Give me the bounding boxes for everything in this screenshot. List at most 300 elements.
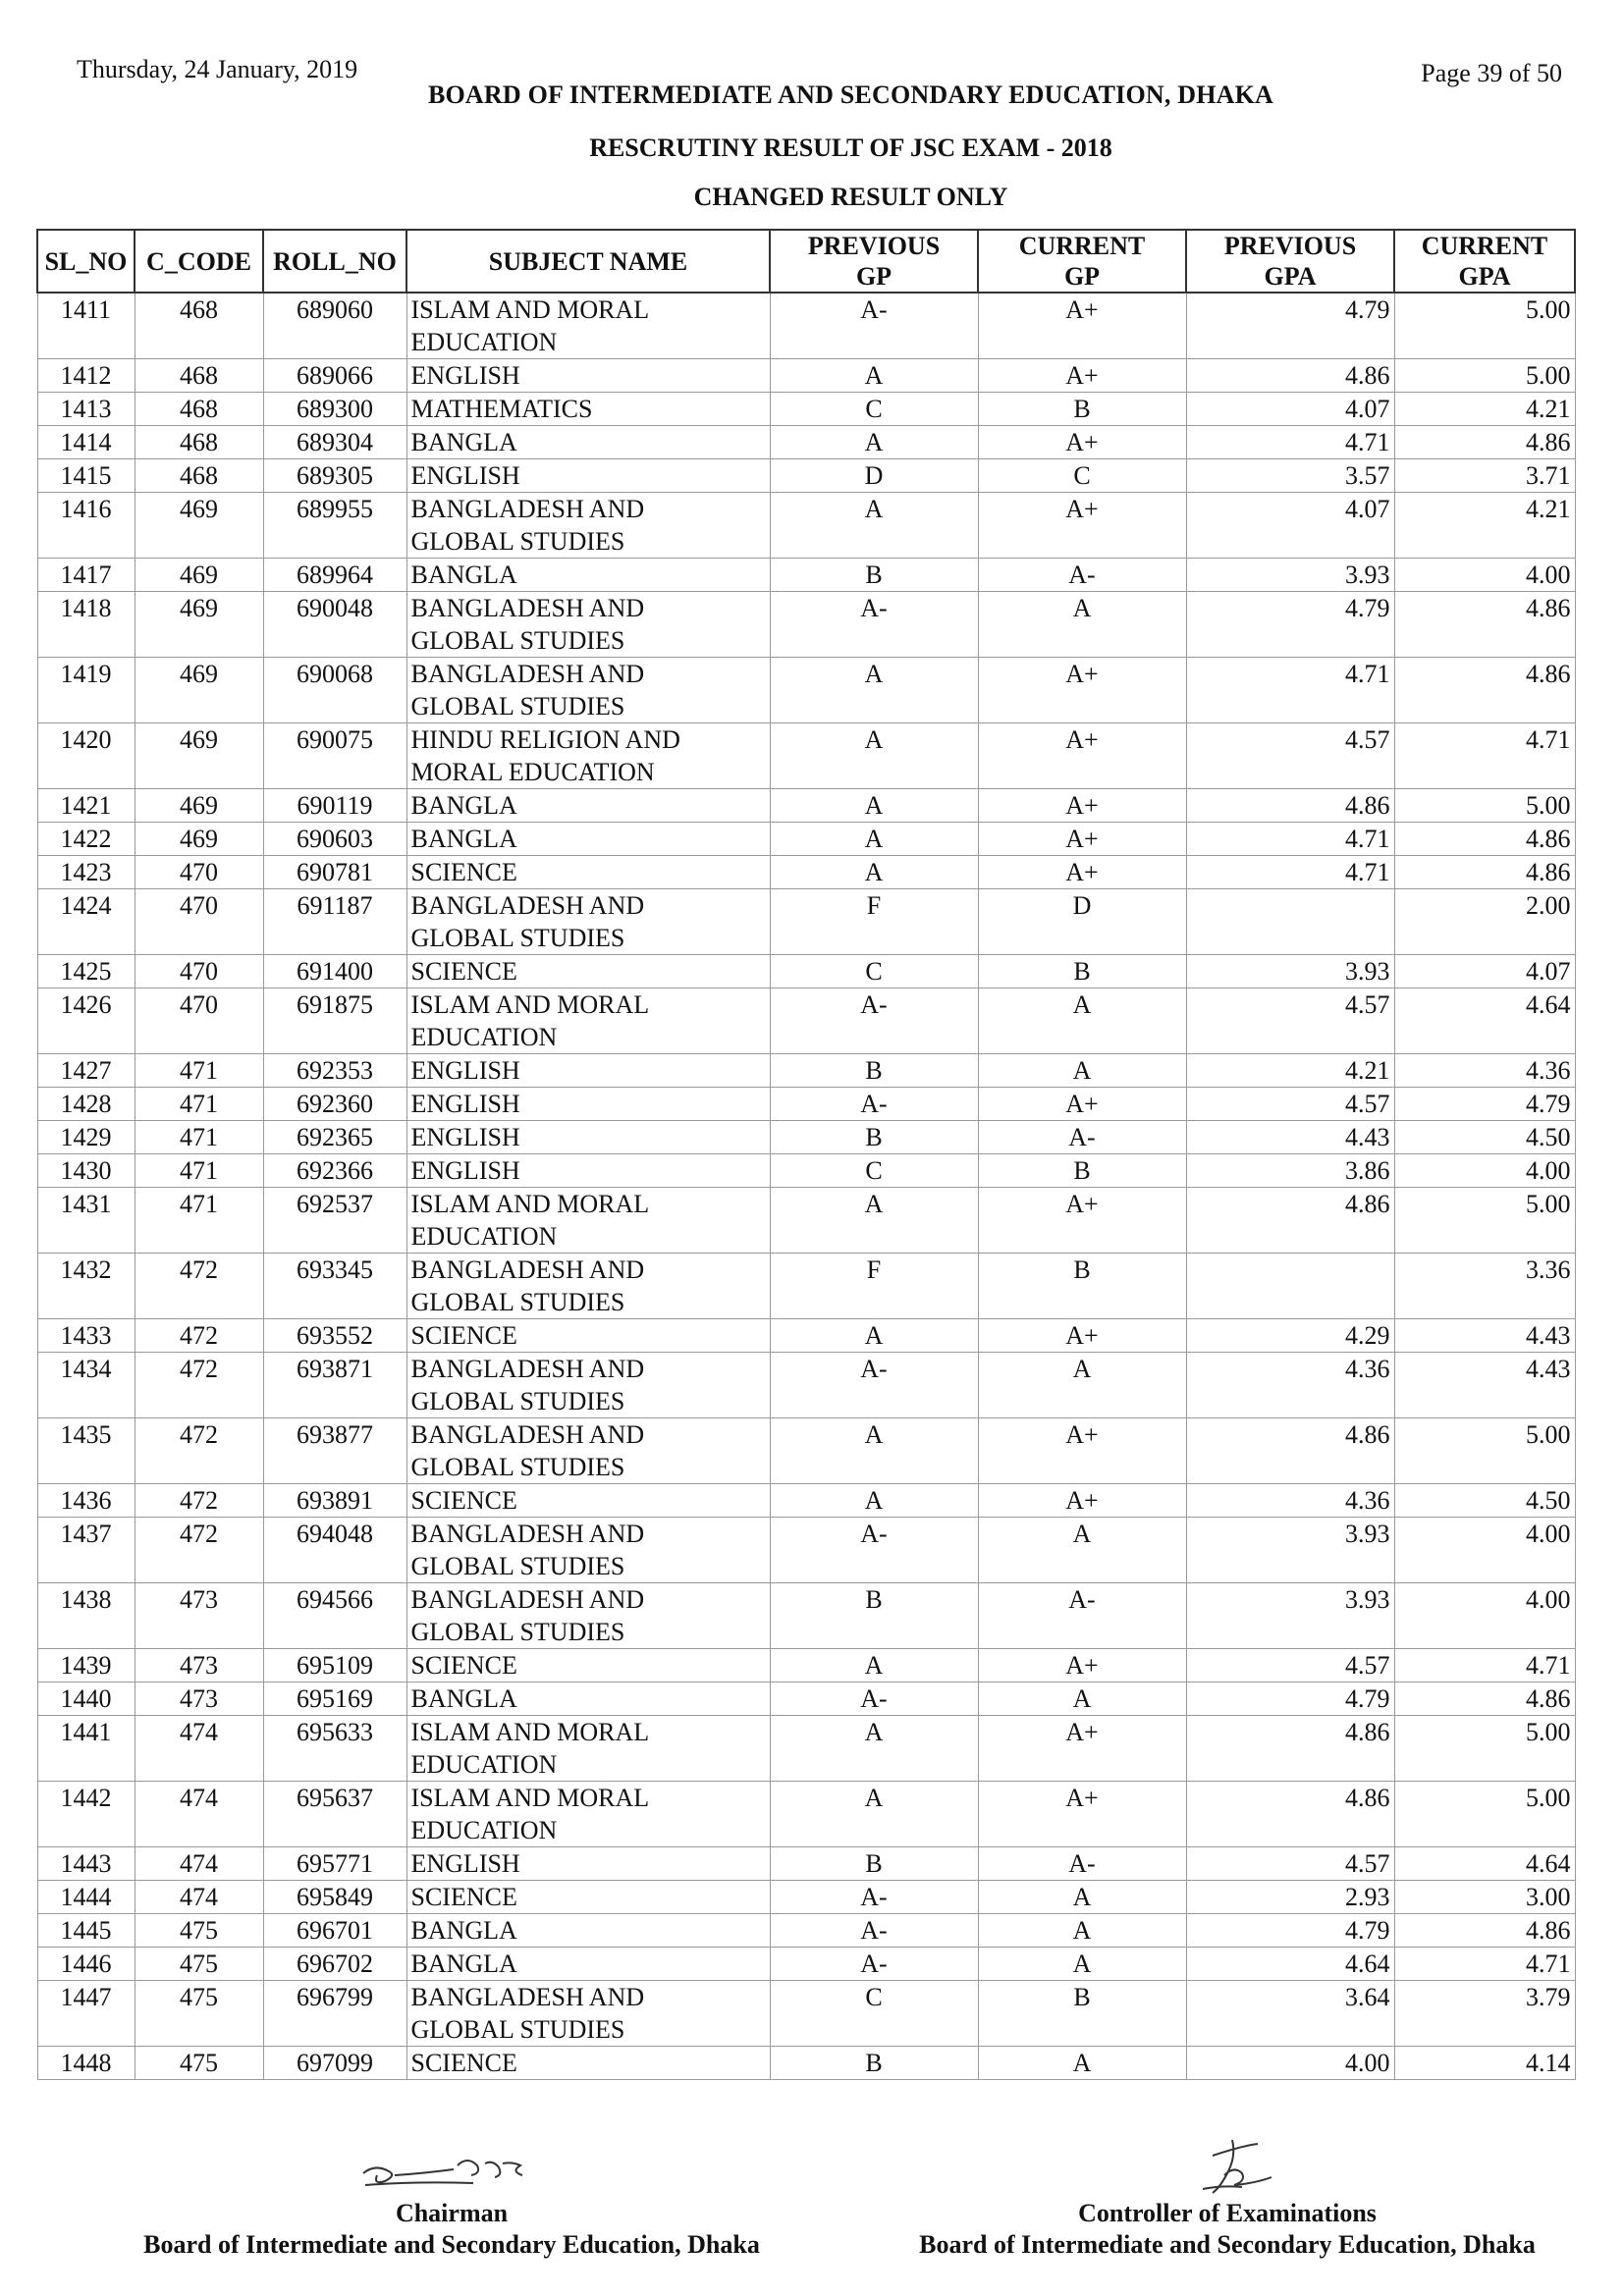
cell-sl-no: 1441 [37, 1716, 135, 1782]
cell-current-gpa: 4.50 [1394, 1121, 1575, 1154]
cell-roll-no: 695169 [263, 1682, 406, 1716]
cell-subject: SCIENCE [406, 1319, 770, 1353]
cell-sl-no: 1433 [37, 1319, 135, 1353]
cell-subject: BANGLA [406, 1682, 770, 1716]
cell-sl-no: 1443 [37, 1847, 135, 1881]
cell-sl-no: 1414 [37, 426, 135, 459]
cell-current-gpa: 4.86 [1394, 856, 1575, 889]
cell-previous-gp: A- [770, 1682, 978, 1716]
cell-c-code: 470 [135, 889, 263, 955]
cell-current-gpa: 3.36 [1394, 1254, 1575, 1319]
cell-current-gpa: 4.86 [1394, 823, 1575, 856]
cell-sl-no: 1434 [37, 1353, 135, 1418]
cell-c-code: 472 [135, 1518, 263, 1583]
cell-sl-no: 1421 [37, 789, 135, 823]
cell-sl-no: 1415 [37, 459, 135, 493]
cell-current-gp: A [978, 1948, 1186, 1981]
cell-subject: SCIENCE [406, 1649, 770, 1682]
cell-sl-no: 1424 [37, 889, 135, 955]
cell-sl-no: 1427 [37, 1054, 135, 1088]
cell-previous-gpa: 4.57 [1186, 988, 1394, 1054]
cell-current-gpa: 4.07 [1394, 955, 1575, 988]
cell-c-code: 469 [135, 789, 263, 823]
print-date: Thursday, 24 January, 2019 [77, 55, 358, 83]
cell-previous-gpa: 4.07 [1186, 493, 1394, 559]
cell-previous-gp: A- [770, 1353, 978, 1418]
table-row [37, 1518, 1575, 1583]
cell-previous-gpa: 4.00 [1186, 2047, 1394, 2080]
cell-roll-no: 689060 [263, 293, 406, 359]
board-title: BOARD OF INTERMEDIATE AND SECONDARY EDUCATION, DHAKA [427, 80, 1274, 109]
cell-roll-no: 693871 [263, 1353, 406, 1418]
cell-previous-gp: A [770, 1716, 978, 1782]
cell-c-code: 475 [135, 1981, 263, 2047]
table-row [37, 393, 1575, 426]
cell-c-code: 468 [135, 359, 263, 393]
cell-current-gpa: 4.00 [1394, 1154, 1575, 1188]
cell-sl-no: 1440 [37, 1682, 135, 1716]
cell-roll-no: 697099 [263, 2047, 406, 2080]
cell-subject: BANGLA [406, 559, 770, 592]
cell-previous-gp: A [770, 493, 978, 559]
cell-roll-no: 692353 [263, 1054, 406, 1088]
cell-current-gpa: 4.86 [1394, 1914, 1575, 1948]
cell-previous-gp: B [770, 2047, 978, 2080]
table-row [37, 1088, 1575, 1121]
cell-current-gp: A+ [978, 426, 1186, 459]
cell-subject: BANGLA [406, 426, 770, 459]
cell-previous-gp: A- [770, 1088, 978, 1121]
table-row [37, 493, 1575, 559]
cell-c-code: 472 [135, 1319, 263, 1353]
cell-current-gpa: 4.00 [1394, 1518, 1575, 1583]
cell-current-gp: A [978, 1881, 1186, 1914]
cell-previous-gp: A- [770, 988, 978, 1054]
cell-current-gpa: 4.64 [1394, 1847, 1575, 1881]
cell-roll-no: 690068 [263, 658, 406, 723]
cell-roll-no: 690603 [263, 823, 406, 856]
cell-subject: ISLAM AND MORAL EDUCATION [406, 988, 770, 1054]
table-row [37, 988, 1575, 1054]
cell-current-gp: A+ [978, 723, 1186, 789]
cell-c-code: 474 [135, 1782, 263, 1847]
cell-previous-gp: A [770, 1319, 978, 1353]
cell-previous-gpa [1186, 1254, 1394, 1319]
cell-c-code: 475 [135, 2047, 263, 2080]
cell-sl-no: 1438 [37, 1583, 135, 1649]
col-subject-name: SUBJECT NAME [406, 230, 770, 293]
controller-org: Board of Intermediate and Secondary Education, Dhaka [919, 2230, 1536, 2259]
cell-previous-gp: A [770, 789, 978, 823]
cell-roll-no: 689305 [263, 459, 406, 493]
cell-subject: BANGLADESH AND GLOBAL STUDIES [406, 1518, 770, 1583]
cell-c-code: 469 [135, 493, 263, 559]
cell-subject: ENGLISH [406, 459, 770, 493]
cell-current-gp: A- [978, 1583, 1186, 1649]
cell-previous-gpa: 3.93 [1186, 955, 1394, 988]
cell-subject: BANGLADESH AND GLOBAL STUDIES [406, 1981, 770, 2047]
table-row [37, 856, 1575, 889]
cell-current-gp: A+ [978, 658, 1186, 723]
exam-title: RESCRUTINY RESULT OF JSC EXAM - 2018 [589, 133, 1112, 162]
cell-roll-no: 693877 [263, 1418, 406, 1484]
cell-current-gpa: 4.43 [1394, 1319, 1575, 1353]
col-current-gpa: CURRENT GPA [1394, 230, 1575, 293]
cell-c-code: 473 [135, 1583, 263, 1649]
table-row [37, 658, 1575, 723]
table-row [37, 1981, 1575, 2047]
cell-current-gpa: 5.00 [1394, 789, 1575, 823]
cell-roll-no: 690781 [263, 856, 406, 889]
cell-previous-gpa: 3.86 [1186, 1154, 1394, 1188]
cell-previous-gp: B [770, 1121, 978, 1154]
cell-c-code: 474 [135, 1847, 263, 1881]
cell-subject: BANGLA [406, 1948, 770, 1981]
cell-subject: ENGLISH [406, 1054, 770, 1088]
cell-previous-gpa: 4.29 [1186, 1319, 1394, 1353]
col-previous-gpa: PREVIOUS GPA [1186, 230, 1394, 293]
controller-signature [1173, 2136, 1281, 2197]
cell-current-gp: D [978, 889, 1186, 955]
cell-previous-gpa: 4.79 [1186, 1914, 1394, 1948]
chairman-signature [355, 2146, 552, 2195]
table-row [37, 1716, 1575, 1782]
cell-sl-no: 1435 [37, 1418, 135, 1484]
col-sl-no: SL_NO [37, 230, 135, 293]
cell-previous-gp: A [770, 359, 978, 393]
cell-c-code: 473 [135, 1649, 263, 1682]
cell-sl-no: 1445 [37, 1914, 135, 1948]
table-row [37, 592, 1575, 658]
cell-subject: BANGLADESH AND GLOBAL STUDIES [406, 1583, 770, 1649]
cell-c-code: 475 [135, 1914, 263, 1948]
cell-previous-gp: B [770, 1583, 978, 1649]
cell-previous-gp: A [770, 823, 978, 856]
cell-sl-no: 1436 [37, 1484, 135, 1518]
cell-sl-no: 1423 [37, 856, 135, 889]
cell-sl-no: 1418 [37, 592, 135, 658]
col-roll-no: ROLL_NO [263, 230, 406, 293]
cell-sl-no: 1412 [37, 359, 135, 393]
cell-current-gpa: 4.00 [1394, 559, 1575, 592]
cell-current-gp: A+ [978, 1418, 1186, 1484]
cell-current-gp: A+ [978, 823, 1186, 856]
cell-roll-no: 692366 [263, 1154, 406, 1188]
table-row [37, 359, 1575, 393]
cell-subject: ENGLISH [406, 1847, 770, 1881]
cell-current-gp: A+ [978, 1484, 1186, 1518]
cell-current-gpa: 5.00 [1394, 1716, 1575, 1782]
cell-previous-gpa: 4.36 [1186, 1484, 1394, 1518]
cell-current-gpa: 4.86 [1394, 658, 1575, 723]
cell-subject: ENGLISH [406, 1121, 770, 1154]
cell-c-code: 472 [135, 1418, 263, 1484]
cell-sl-no: 1428 [37, 1088, 135, 1121]
cell-current-gp: A- [978, 559, 1186, 592]
cell-c-code: 468 [135, 426, 263, 459]
cell-subject: BANGLADESH AND GLOBAL STUDIES [406, 1254, 770, 1319]
cell-current-gpa: 3.71 [1394, 459, 1575, 493]
cell-previous-gp: A [770, 1649, 978, 1682]
table-header-row [37, 230, 1575, 293]
cell-current-gp: A+ [978, 493, 1186, 559]
cell-roll-no: 691875 [263, 988, 406, 1054]
cell-previous-gp: A [770, 1188, 978, 1254]
cell-previous-gpa: 4.57 [1186, 1088, 1394, 1121]
table-row [37, 1649, 1575, 1682]
cell-previous-gpa: 4.71 [1186, 856, 1394, 889]
cell-c-code: 471 [135, 1121, 263, 1154]
cell-subject: BANGLADESH AND GLOBAL STUDIES [406, 889, 770, 955]
cell-subject: BANGLA [406, 1914, 770, 1948]
cell-roll-no: 694566 [263, 1583, 406, 1649]
cell-previous-gpa: 3.64 [1186, 1981, 1394, 2047]
cell-previous-gp: D [770, 459, 978, 493]
cell-previous-gpa: 4.71 [1186, 823, 1394, 856]
cell-current-gpa: 5.00 [1394, 1782, 1575, 1847]
table-row [37, 1847, 1575, 1881]
cell-subject: ISLAM AND MORAL EDUCATION [406, 1782, 770, 1847]
cell-subject: BANGLADESH AND GLOBAL STUDIES [406, 592, 770, 658]
table-row [37, 1914, 1575, 1948]
table-row [37, 1054, 1575, 1088]
cell-previous-gpa: 3.93 [1186, 1583, 1394, 1649]
cell-previous-gp: A [770, 426, 978, 459]
cell-current-gpa: 4.71 [1394, 1649, 1575, 1682]
cell-previous-gp: C [770, 393, 978, 426]
cell-c-code: 471 [135, 1088, 263, 1121]
cell-previous-gp: B [770, 1054, 978, 1088]
cell-current-gp: A [978, 2047, 1186, 2080]
cell-subject: ENGLISH [406, 1154, 770, 1188]
cell-current-gp: A [978, 988, 1186, 1054]
cell-c-code: 469 [135, 723, 263, 789]
cell-c-code: 474 [135, 1716, 263, 1782]
col-current-gp: CURRENT GP [978, 230, 1186, 293]
cell-roll-no: 692537 [263, 1188, 406, 1254]
table-row [37, 1319, 1575, 1353]
chairman-title: Chairman [395, 2199, 509, 2227]
cell-sl-no: 1416 [37, 493, 135, 559]
cell-subject: SCIENCE [406, 856, 770, 889]
cell-c-code: 473 [135, 1682, 263, 1716]
table-row [37, 1121, 1575, 1154]
cell-roll-no: 689300 [263, 393, 406, 426]
cell-previous-gpa: 3.93 [1186, 1518, 1394, 1583]
cell-previous-gpa: 4.57 [1186, 1649, 1394, 1682]
table-row [37, 2047, 1575, 2080]
cell-current-gp: A+ [978, 1649, 1186, 1682]
cell-current-gpa: 4.50 [1394, 1484, 1575, 1518]
cell-sl-no: 1446 [37, 1948, 135, 1981]
cell-current-gp: B [978, 1254, 1186, 1319]
cell-previous-gpa: 4.57 [1186, 1847, 1394, 1881]
cell-sl-no: 1444 [37, 1881, 135, 1914]
cell-c-code: 470 [135, 955, 263, 988]
table-row [37, 1682, 1575, 1716]
cell-subject: BANGLADESH AND GLOBAL STUDIES [406, 493, 770, 559]
cell-previous-gpa: 4.86 [1186, 1716, 1394, 1782]
cell-current-gp: A [978, 592, 1186, 658]
cell-current-gpa: 5.00 [1394, 293, 1575, 359]
cell-previous-gpa: 4.79 [1186, 293, 1394, 359]
cell-current-gp: A+ [978, 1188, 1186, 1254]
cell-current-gpa: 4.36 [1394, 1054, 1575, 1088]
cell-current-gp: A [978, 1914, 1186, 1948]
cell-previous-gp: A [770, 723, 978, 789]
table-row [37, 459, 1575, 493]
cell-roll-no: 690119 [263, 789, 406, 823]
cell-previous-gpa: 3.93 [1186, 559, 1394, 592]
cell-current-gpa: 2.00 [1394, 889, 1575, 955]
cell-roll-no: 696701 [263, 1914, 406, 1948]
cell-roll-no: 689955 [263, 493, 406, 559]
cell-current-gpa: 4.14 [1394, 2047, 1575, 2080]
cell-previous-gpa: 4.64 [1186, 1948, 1394, 1981]
cell-subject: ENGLISH [406, 1088, 770, 1121]
cell-c-code: 468 [135, 293, 263, 359]
controller-title: Controller of Examinations [1078, 2199, 1377, 2227]
cell-previous-gpa: 3.57 [1186, 459, 1394, 493]
cell-current-gpa: 4.00 [1394, 1583, 1575, 1649]
cell-current-gp: B [978, 393, 1186, 426]
cell-c-code: 471 [135, 1054, 263, 1088]
table-row [37, 823, 1575, 856]
cell-previous-gp: C [770, 1981, 978, 2047]
cell-previous-gp: A [770, 1484, 978, 1518]
cell-sl-no: 1422 [37, 823, 135, 856]
cell-previous-gp: F [770, 1254, 978, 1319]
cell-previous-gp: A [770, 1418, 978, 1484]
cell-subject: BANGLA [406, 789, 770, 823]
cell-current-gpa: 4.86 [1394, 592, 1575, 658]
cell-sl-no: 1442 [37, 1782, 135, 1847]
table-row [37, 1881, 1575, 1914]
cell-current-gp: A+ [978, 293, 1186, 359]
chairman-org: Board of Intermediate and Secondary Education, Dhaka [143, 2230, 760, 2259]
cell-sl-no: 1437 [37, 1518, 135, 1583]
cell-roll-no: 696799 [263, 1981, 406, 2047]
cell-c-code: 474 [135, 1881, 263, 1914]
cell-c-code: 472 [135, 1353, 263, 1418]
cell-previous-gpa: 4.43 [1186, 1121, 1394, 1154]
cell-roll-no: 690048 [263, 592, 406, 658]
result-note: CHANGED RESULT ONLY [693, 183, 1008, 211]
cell-current-gp: C [978, 459, 1186, 493]
cell-subject: ISLAM AND MORAL EDUCATION [406, 1188, 770, 1254]
cell-previous-gpa: 4.07 [1186, 393, 1394, 426]
col-c-code: C_CODE [135, 230, 263, 293]
cell-roll-no: 696702 [263, 1948, 406, 1981]
cell-previous-gpa: 4.79 [1186, 1682, 1394, 1716]
cell-subject: ISLAM AND MORAL EDUCATION [406, 1716, 770, 1782]
cell-roll-no: 693345 [263, 1254, 406, 1319]
cell-roll-no: 695771 [263, 1847, 406, 1881]
table-row [37, 889, 1575, 955]
cell-current-gpa: 5.00 [1394, 359, 1575, 393]
cell-current-gpa: 4.43 [1394, 1353, 1575, 1418]
cell-roll-no: 695633 [263, 1716, 406, 1782]
cell-previous-gpa: 4.86 [1186, 359, 1394, 393]
cell-subject: HINDU RELIGION AND MORAL EDUCATION [406, 723, 770, 789]
cell-c-code: 468 [135, 459, 263, 493]
cell-previous-gp: A- [770, 592, 978, 658]
cell-previous-gpa: 4.71 [1186, 426, 1394, 459]
cell-subject: BANGLADESH AND GLOBAL STUDIES [406, 1418, 770, 1484]
cell-sl-no: 1411 [37, 293, 135, 359]
table-row [37, 1188, 1575, 1254]
cell-current-gp: A [978, 1353, 1186, 1418]
cell-c-code: 469 [135, 592, 263, 658]
cell-roll-no: 692360 [263, 1088, 406, 1121]
cell-current-gpa: 5.00 [1394, 1418, 1575, 1484]
cell-current-gpa: 5.00 [1394, 1188, 1575, 1254]
cell-current-gp: B [978, 1981, 1186, 2047]
cell-sl-no: 1413 [37, 393, 135, 426]
table-row [37, 723, 1575, 789]
table-row [37, 426, 1575, 459]
table-row [37, 1583, 1575, 1649]
cell-previous-gp: A [770, 1782, 978, 1847]
table-row [37, 789, 1575, 823]
cell-c-code: 472 [135, 1484, 263, 1518]
table-row [37, 293, 1575, 359]
cell-subject: SCIENCE [406, 1484, 770, 1518]
cell-current-gp: A- [978, 1847, 1186, 1881]
cell-roll-no: 692365 [263, 1121, 406, 1154]
cell-current-gp: B [978, 1154, 1186, 1188]
cell-c-code: 469 [135, 658, 263, 723]
cell-current-gpa: 4.71 [1394, 1948, 1575, 1981]
cell-c-code: 472 [135, 1254, 263, 1319]
table-row [37, 1254, 1575, 1319]
cell-c-code: 468 [135, 393, 263, 426]
results-table [36, 229, 1576, 2080]
cell-previous-gpa: 4.71 [1186, 658, 1394, 723]
cell-roll-no: 693891 [263, 1484, 406, 1518]
cell-current-gp: A+ [978, 1716, 1186, 1782]
table-row [37, 1353, 1575, 1418]
cell-roll-no: 691400 [263, 955, 406, 988]
cell-previous-gpa: 2.93 [1186, 1881, 1394, 1914]
cell-previous-gp: A- [770, 293, 978, 359]
cell-current-gpa: 4.21 [1394, 493, 1575, 559]
cell-previous-gp: A- [770, 1518, 978, 1583]
cell-current-gp: A [978, 1054, 1186, 1088]
cell-c-code: 471 [135, 1188, 263, 1254]
cell-previous-gpa: 4.79 [1186, 592, 1394, 658]
cell-previous-gp: F [770, 889, 978, 955]
table-row [37, 1948, 1575, 1981]
cell-previous-gp: C [770, 955, 978, 988]
cell-current-gpa: 4.21 [1394, 393, 1575, 426]
cell-sl-no: 1439 [37, 1649, 135, 1682]
cell-previous-gpa: 4.36 [1186, 1353, 1394, 1418]
cell-roll-no: 693552 [263, 1319, 406, 1353]
cell-current-gpa: 4.64 [1394, 988, 1575, 1054]
cell-roll-no: 689304 [263, 426, 406, 459]
cell-subject: BANGLADESH AND GLOBAL STUDIES [406, 1353, 770, 1418]
cell-subject: SCIENCE [406, 955, 770, 988]
cell-subject: ENGLISH [406, 359, 770, 393]
cell-sl-no: 1448 [37, 2047, 135, 2080]
cell-current-gpa: 4.86 [1394, 1682, 1575, 1716]
table-row [37, 955, 1575, 988]
cell-current-gpa: 3.00 [1394, 1881, 1575, 1914]
cell-subject: SCIENCE [406, 2047, 770, 2080]
cell-current-gpa: 3.79 [1394, 1981, 1575, 2047]
cell-previous-gp: A- [770, 1881, 978, 1914]
